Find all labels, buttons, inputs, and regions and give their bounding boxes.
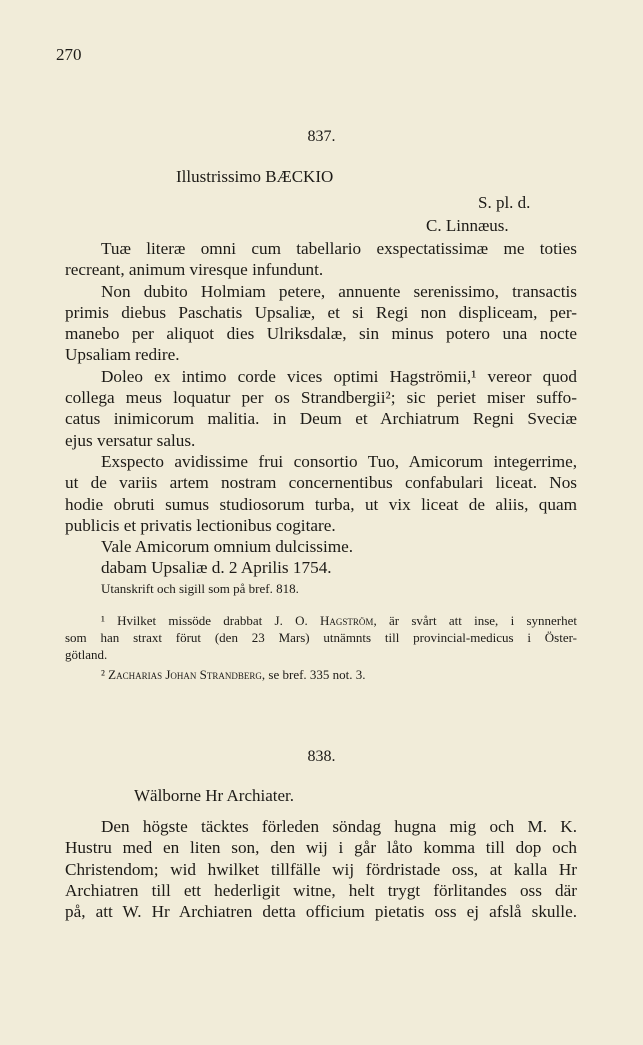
text-line: Tuæ literæ omni cum tabellario exspectatissimæ me toties [101, 239, 577, 258]
text-line: collega meus loquatur per os Strandbergii²; sic periet miser suffo- [65, 388, 577, 408]
footnote-2: ² Zacharias Johan Strandberg, se bref. 335 not. 3. [101, 667, 366, 682]
text-line: Christendom; wid hwilket tillfälle wij fördristade oss, at kalla Hr [65, 859, 577, 879]
text-line: Archiatren till ett hederligit witne, helt trygt förlitandes oss där [65, 880, 577, 900]
letter-body [65, 238, 577, 579]
text-line: Non dubito Holmiam petere, annuente serenissimo, transactis [101, 281, 577, 301]
text-line: primis diebus Paschatis Upsaliæ, et si Regi non displiceam, per- [65, 302, 577, 322]
letter-body-2 [65, 816, 577, 922]
letter-greeting: S. pl. d. [478, 193, 531, 212]
letter-sender: C. Linnæus. [426, 216, 509, 235]
text-line: på, att W. Hr Archiatren detta officium pietatis oss ej afslå skulle. [65, 902, 577, 922]
text-line: manebo per aliquot dies Ulriksdalæ, sin minus potero una nocte [65, 324, 577, 344]
text-line: catus inimicorum malitia. in Deum et Archiatrum Regni Sveciæ [65, 409, 577, 429]
text-line: Den högste täcktes förleden söndag hugna mig och M. K. [101, 817, 577, 836]
footnote-1: ¹ Hvilket missöde drabbat J. O. Hagström, är svårt att inse, i synnerhet som han straxt förut (den 23 Mars) utnämnts till provincial-medicus i Öster- götland. [65, 613, 577, 662]
text-line: publicis et privatis lectionibus cogitare. [65, 515, 336, 535]
letter-number-838: 838. [307, 748, 336, 765]
text-line: Exspecto avidissime frui consortio Tuo, Amicorum integerrime, [101, 451, 577, 471]
text-line: recreant, animum viresque infundunt. [65, 260, 324, 280]
letter-salutation-2: Wälborne Hr Archiater. [134, 786, 295, 805]
letter-salutation: Illustrissimo BÆCKIO [176, 167, 334, 186]
text-line: Upsaliam redire. [65, 345, 180, 365]
text-line: Doleo ex intimo corde vices optimi Hagströmii,¹ vereor quod [101, 366, 577, 386]
text-line: hodie obruti sumus studiosorum turba, ut vix liceat de aliis, quam [65, 494, 577, 514]
page-number: 270 [56, 45, 82, 64]
letter-number-837: 837. [307, 128, 336, 145]
text-line: Vale Amicorum omnium dulcissime. [101, 537, 354, 557]
manuscript-note: Utanskrift och sigill som på bref. 818. [101, 581, 299, 596]
text-line: ejus versatur salus. [65, 430, 196, 450]
text-line: dabam Upsaliæ d. 2 Aprilis 1754. [101, 558, 332, 578]
text-line: ut de variis artem nostram concernentibus confabulari liceat. Nos [65, 473, 577, 493]
text-line: Hustru med en liten son, den wij i går låto komma till dop och [65, 838, 577, 858]
